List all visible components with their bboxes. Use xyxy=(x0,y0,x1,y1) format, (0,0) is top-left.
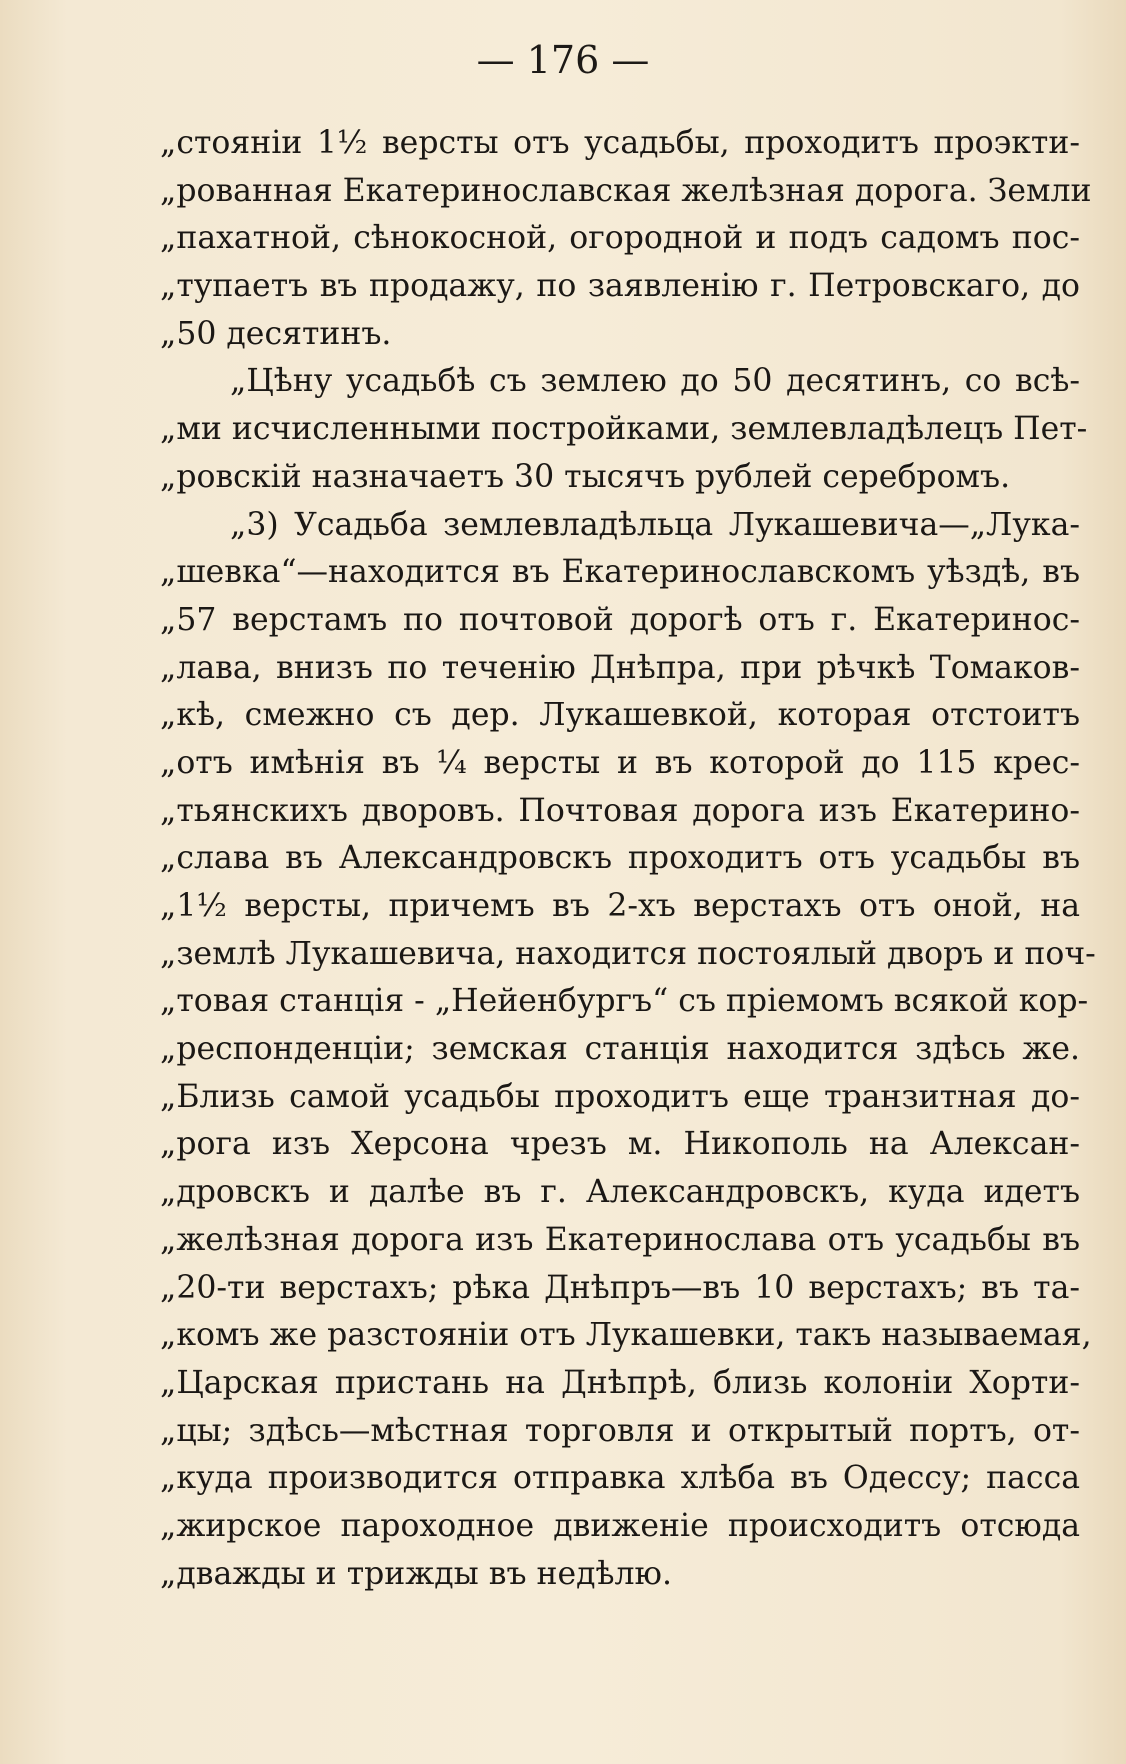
text-line: „кѣ, смежно съ дер. Лукашевкой, которая отстоитъ xyxy=(160,697,1080,734)
text-line: „желѣзная дорога изъ Екатеринослава отъ усадьбы въ xyxy=(160,1221,1080,1258)
text-line: „1½ версты, причемъ въ 2-хъ верстахъ отъ оной, на xyxy=(160,888,1080,924)
page-number: — 176 — xyxy=(476,38,650,82)
text-line: „ми исчисленными постройками, землевладѣлецъ Пет- xyxy=(160,411,1088,448)
text-line: „тьянскихъ дворовъ. Почтовая дорога изъ Екатерино- xyxy=(160,792,1080,829)
text-line: „Царская пристань на Днѣпрѣ, близь колоніи Хорти- xyxy=(160,1364,1080,1401)
text-line: „дважды и трижды въ недѣлю. xyxy=(160,1555,672,1592)
text-line: „комъ же разстояніи отъ Лукашевки, такъ называемая, xyxy=(160,1317,1092,1354)
text-line: „товая станція - „Нейенбургъ“ съ пріемомъ всякой кор- xyxy=(160,983,1089,1020)
text-line: „пахатной, сѣнокосной, огородной и подъ садомъ пос- xyxy=(160,220,1080,257)
text-line: „рованная Екатеринославская желѣзная дорога. Земли xyxy=(160,172,1092,209)
text-line: „цы; здѣсь—мѣстная торговля и открытый портъ, от- xyxy=(160,1412,1080,1449)
text-line: „стояніи 1½ версты отъ усадьбы, проходитъ проэкти- xyxy=(160,125,1080,161)
text-line: „рога изъ Херсона чрезъ м. Никополь на Алексан- xyxy=(160,1126,1080,1163)
text-line: „шевка“—находится въ Екатеринославскомъ уѣздѣ, въ xyxy=(160,554,1080,591)
text-line: „57 верстамъ по почтовой дорогѣ отъ г. Екатеринос- xyxy=(160,601,1080,638)
text-line: „ровскій назначаетъ 30 тысячъ рублей серебромъ. xyxy=(160,458,1011,495)
text-line: „респонденціи; земская станція находится здѣсь же. xyxy=(160,1031,1080,1068)
text-line: „дровскъ и далѣе въ г. Александровскъ, куда идетъ xyxy=(160,1174,1080,1211)
text-line: „отъ имѣнія въ ¼ версты и въ которой до 115 крес- xyxy=(160,744,1080,781)
body-text xyxy=(160,120,1096,1598)
text-line: „20-ти верстахъ; рѣка Днѣпръ—въ 10 верстахъ; въ та- xyxy=(160,1269,1080,1306)
text-line: „50 десятинъ. xyxy=(160,315,392,352)
text-line: „слава въ Александровскъ проходитъ отъ усадьбы въ xyxy=(160,840,1080,877)
text-line: „куда производится отправка хлѣба въ Одессу; пасса xyxy=(160,1460,1080,1497)
text-line: „жирское пароходное движеніе происходитъ отсюда xyxy=(160,1507,1080,1544)
text-line: „3) Усадьба землевладѣльца Лукашевича—„Лука- xyxy=(230,506,1080,543)
text-line: „Цѣну усадьбѣ съ землею до 50 десятинъ, со всѣ- xyxy=(230,363,1080,400)
text-line: „лава, внизъ по теченію Днѣпра, при рѣчкѣ Томаков- xyxy=(160,649,1080,686)
text-line: „Близь самой усадьбы проходитъ еще транзитная до- xyxy=(160,1078,1080,1115)
text-line: „тупаетъ въ продажу, по заявленію г. Петровскаго, до xyxy=(160,268,1080,305)
text-line: „землѣ Лукашевича, находится постоялый дворъ и поч- xyxy=(160,935,1096,972)
